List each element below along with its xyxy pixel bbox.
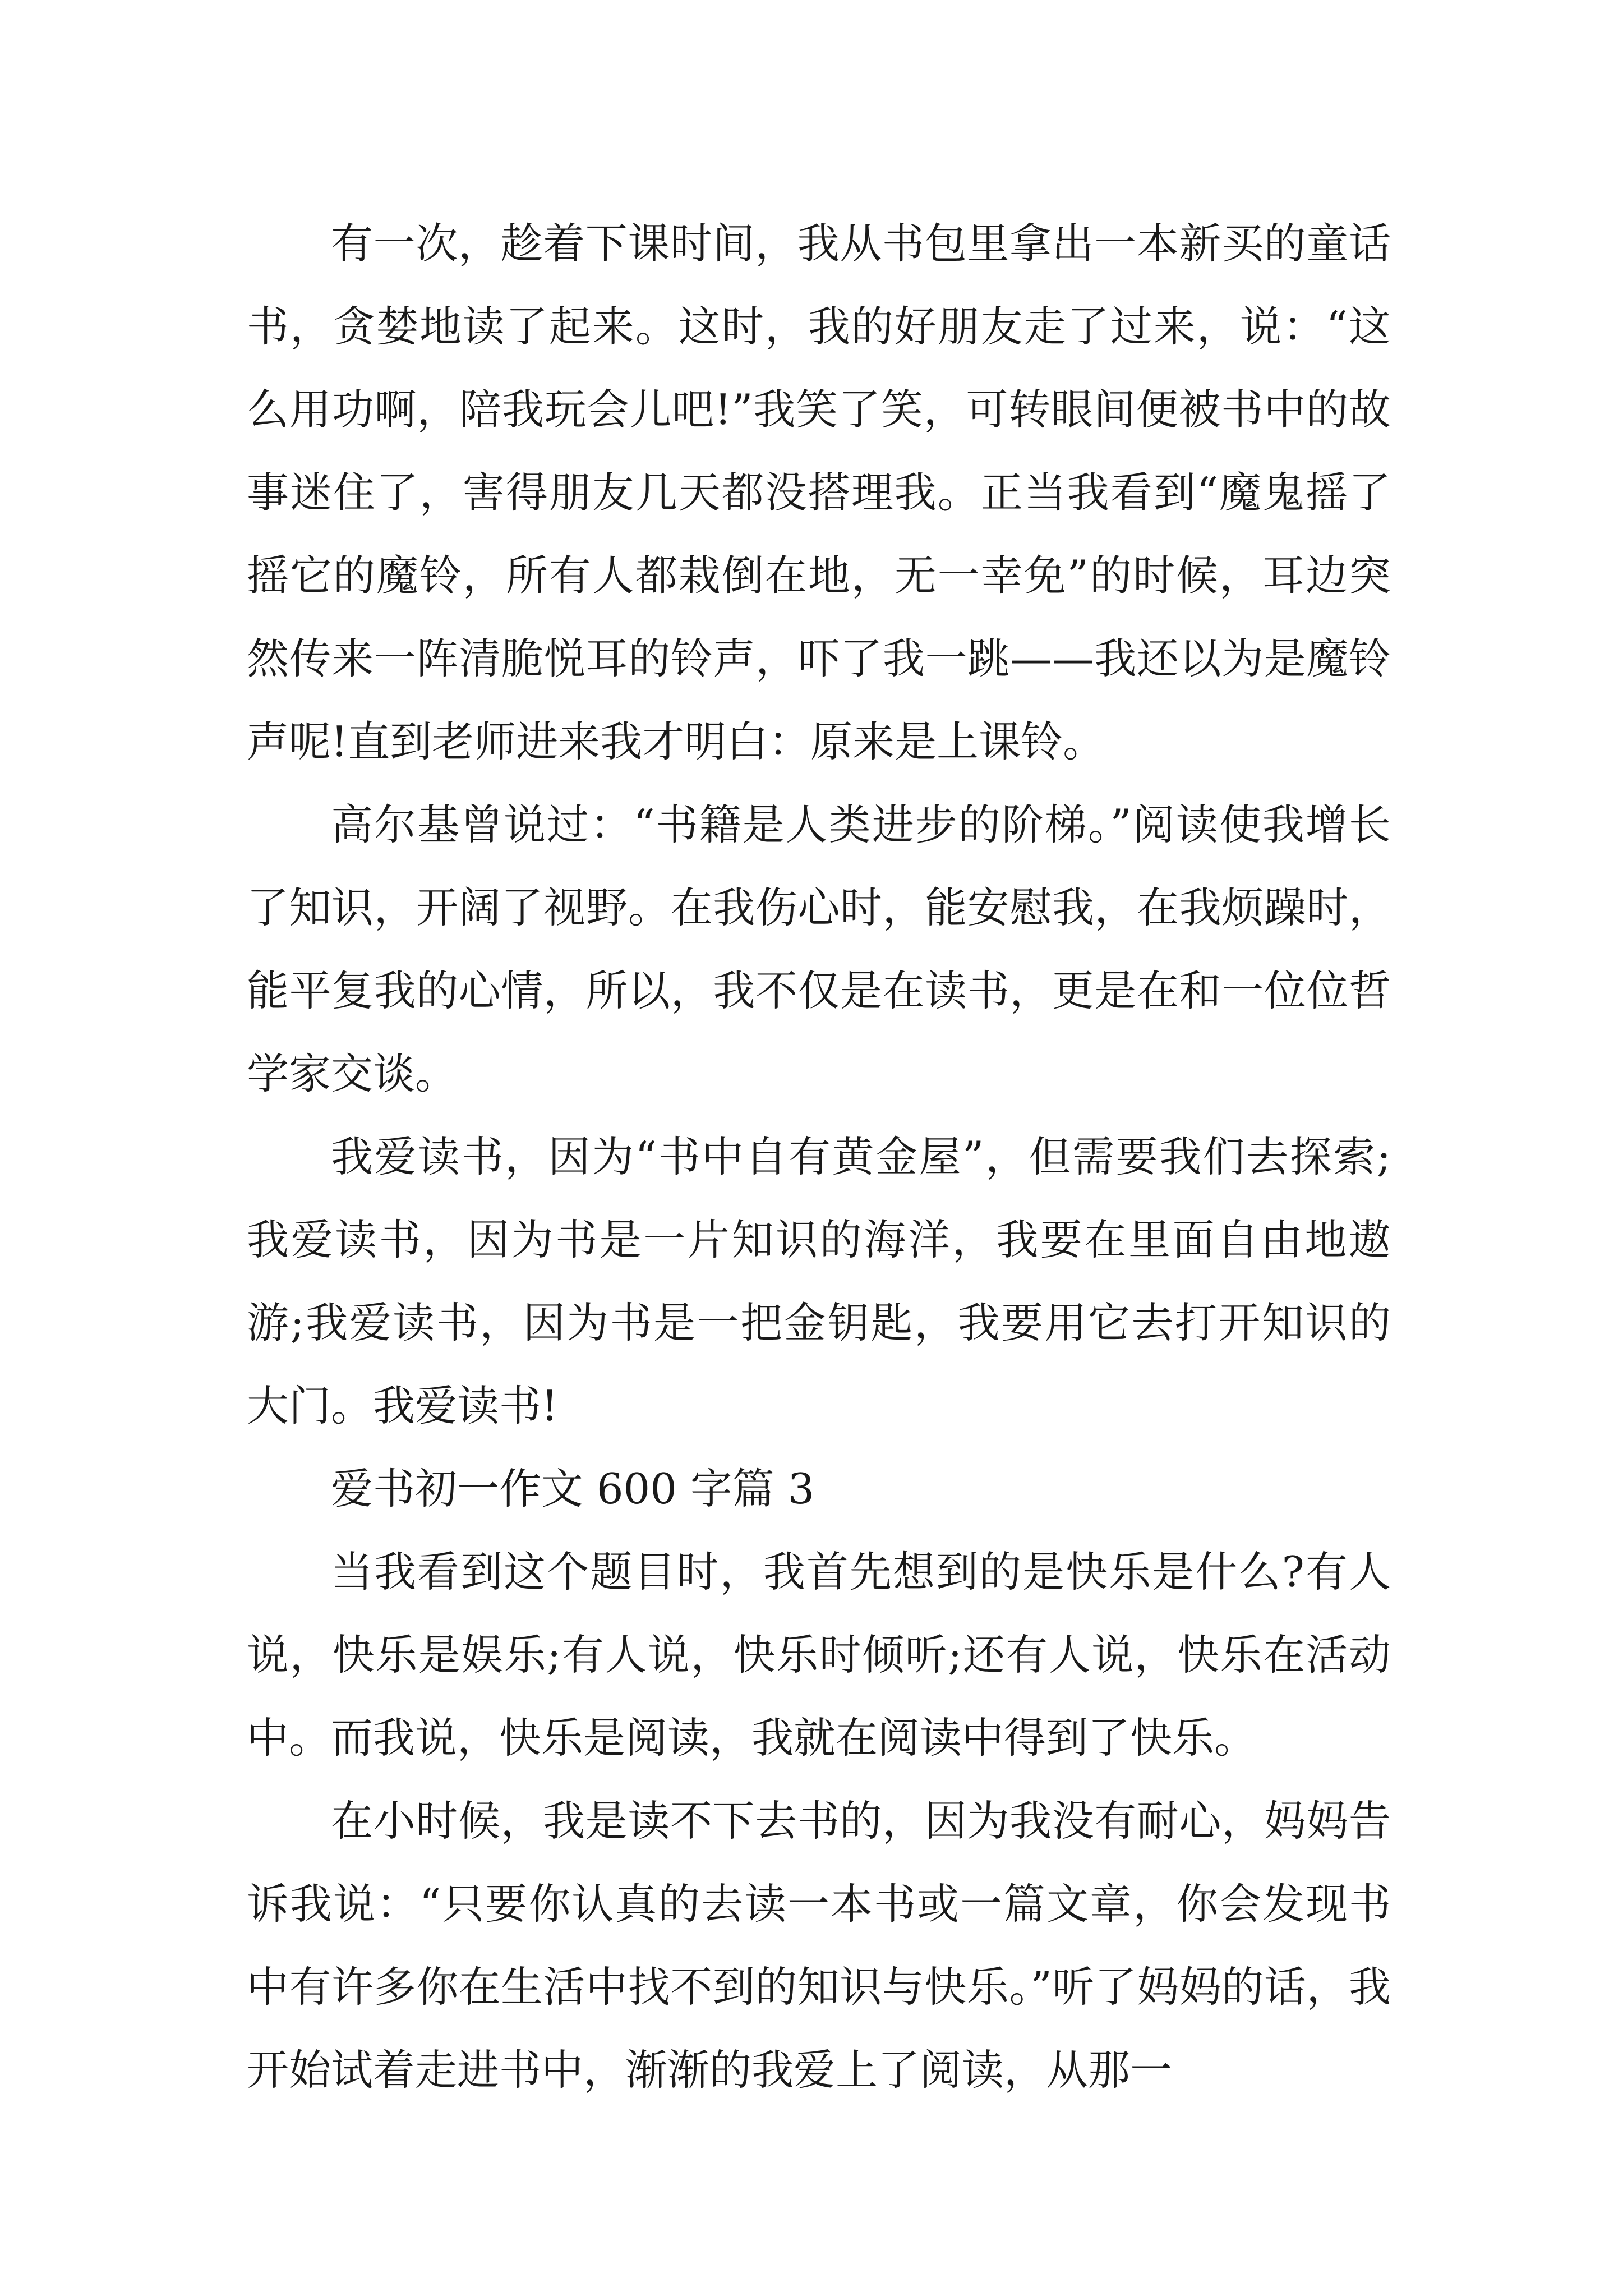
paragraph: 高尔基曾说过：“书籍是人类进步的阶梯。”阅读使我增长了知识，开阔了视野。在我伤心时，能安慰我，在我烦躁时，能平复我的心情，所以，我不仅是在读书，更是在和一位位哲学家交谈。 [247,800,1391,1098]
paragraph: 我爱读书，因为“书中自有黄金屋”，但需要我们去探索;我爱读书，因为书是一片知识的海洋，我要在里面自由地遨游;我爱读书，因为书是一把金钥匙，我要用它去打开知识的大门。我爱读书! [247,1132,1391,1430]
document-page [247,202,1391,2111]
paragraph: 在小时候，我是读不下去书的，因为我没有耐心，妈妈告诉我说：“只要你认真的去读一本书或一篇文章，你会发现书中有许多你在生活中找不到的知识与快乐。”听了妈妈的话，我开始试着走进书中，渐渐的我爱上了阅读，从那一 [247,1796,1391,2095]
paragraph: 有一次，趁着下课时间，我从书包里拿出一本新买的童话书，贪婪地读了起来。这时，我的好朋友走了过来，说：“这么用功啊，陪我玩会儿吧!”我笑了笑，可转眼间便被书中的故事迷住了，害得朋友几天都没搭理我。正当我看到“魔鬼摇了摇它的魔铃，所有人都栽倒在地，无一幸免”的时候，耳边突然传来一阵清脆悦耳的铃声，吓了我一跳——我还以为是魔铃声呢!直到老师进来我才明白：原来是上课铃。 [247,219,1391,766]
section-heading: 爱书初一作文 600 字篇 3 [331,1464,815,1513]
paragraph: 当我看到这个题目时，我首先想到的是快乐是什么?有人说，快乐是娱乐;有人说，快乐时倾听;还有人说，快乐在活动中。而我说，快乐是阅读，我就在阅读中得到了快乐。 [247,1547,1391,1763]
